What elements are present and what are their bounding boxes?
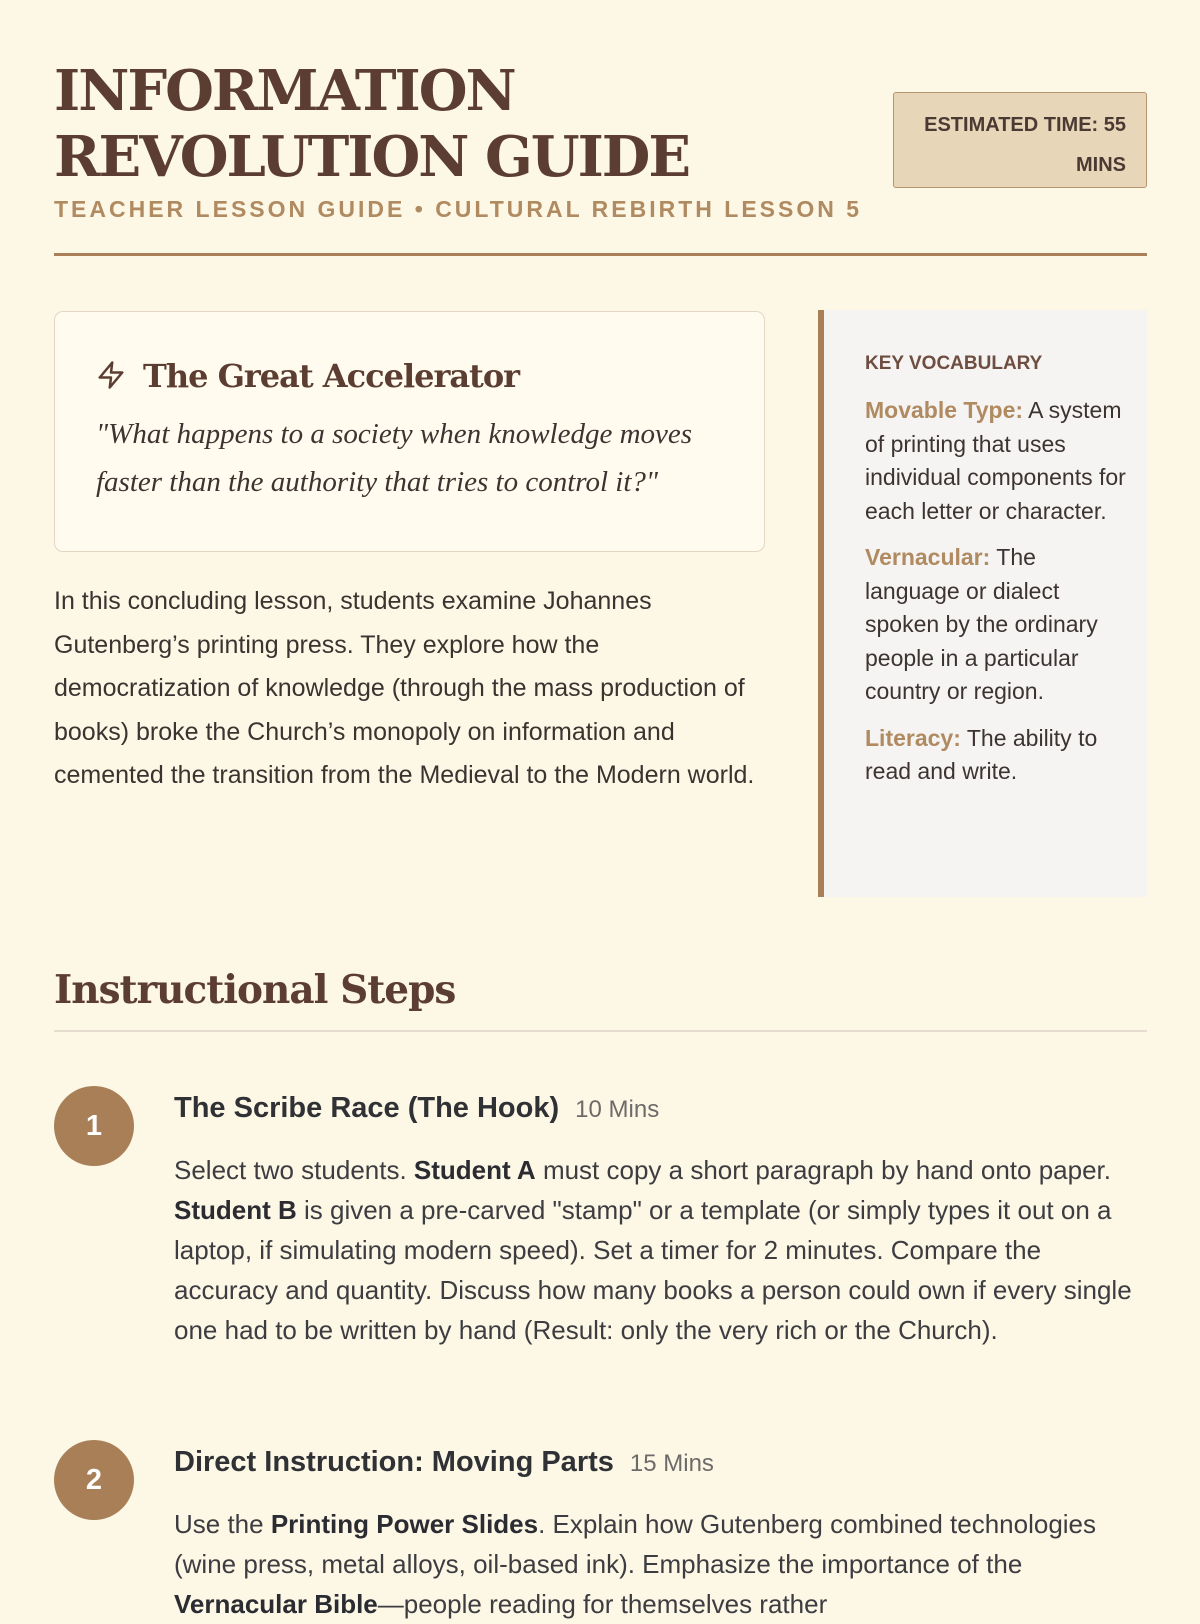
estimated-time-badge: ESTIMATED TIME: 55 MINS xyxy=(893,92,1147,188)
lesson-intro: In this concluding lesson, students examine Johannes Gutenberg’s printing press. They explore how the democratization of knowledge (through the mass production of books) broke the Church’s monopoly on information and cemented the transition from the Medieval to the Modern world. xyxy=(54,587,755,789)
instructional-steps-title: Instructional Steps xyxy=(54,967,456,1013)
page-subtitle: TEACHER LESSON GUIDE • CULTURAL REBIRTH LESSON 5 xyxy=(54,196,863,222)
vocab-definition: The ability to read and write. xyxy=(865,724,1098,784)
vocab-item-literacy xyxy=(865,722,1127,789)
vocab-term: Movable Type: xyxy=(865,397,1024,423)
page-title: INFORMATION REVOLUTION GUIDE xyxy=(54,58,690,190)
step-title: The Scribe Race (The Hook) xyxy=(174,1092,560,1124)
page-header xyxy=(54,0,1147,256)
vocab-item-vernacular xyxy=(865,541,1127,709)
step-duration: 15 Mins xyxy=(629,1450,714,1477)
hook-quote: "What happens to a society when knowledge moves faster than the authority that tries to control it?" xyxy=(96,418,693,498)
step-title: Direct Instruction: Moving Parts xyxy=(174,1446,614,1478)
vocab-item-movable-type xyxy=(865,394,1127,528)
emphasis-printing-power-slides: Printing Power Slides xyxy=(270,1509,539,1539)
key-vocabulary-panel xyxy=(818,310,1147,897)
hook-card xyxy=(54,311,765,552)
vocab-definition: The language or dialect spoken by the ordinary people in a particular country or region. xyxy=(865,544,1098,704)
step-header xyxy=(174,1092,659,1125)
vocabulary-heading: KEY VOCABULARY xyxy=(865,353,1043,374)
step-number-badge: 1 xyxy=(54,1086,134,1166)
emphasis-student-b: Student B xyxy=(174,1195,297,1225)
vocab-term: Literacy: xyxy=(865,724,961,751)
step-duration: 10 Mins xyxy=(575,1096,660,1123)
section-divider xyxy=(54,1030,1147,1032)
vocab-definition: A system of printing that uses individual components for each letter or character. xyxy=(865,397,1126,524)
lesson-guide-page xyxy=(54,0,1147,1619)
step-description: Use the Printing Power Slides. Explain how Gutenberg combined technologies (wine press, metal alloys, oil-based ink). Emphasize the importance of the Vernacular Bible—people reading for themselves rather xyxy=(174,1509,1097,1619)
vocab-term: Vernacular: xyxy=(865,544,991,570)
lightning-icon xyxy=(96,358,126,392)
hook-title: The Great Accelerator xyxy=(143,357,520,395)
step-header xyxy=(174,1446,714,1479)
step-number-badge: 2 xyxy=(54,1440,134,1520)
step-description: Select two students. Student A must copy a short paragraph by hand onto paper. Student B is given a pre-carved "stamp" or a template (or simply types it out on a laptop, if simulating modern speed). Set a timer for 2 minutes. Compare the accuracy and quantity. Discuss how many books a person could own if every single one had to be written by hand (Result: only the very rich or the Church). xyxy=(174,1155,1132,1345)
emphasis-vernacular-bible: Vernacular Bible xyxy=(174,1589,378,1619)
emphasis-student-a: Student A xyxy=(413,1155,536,1185)
